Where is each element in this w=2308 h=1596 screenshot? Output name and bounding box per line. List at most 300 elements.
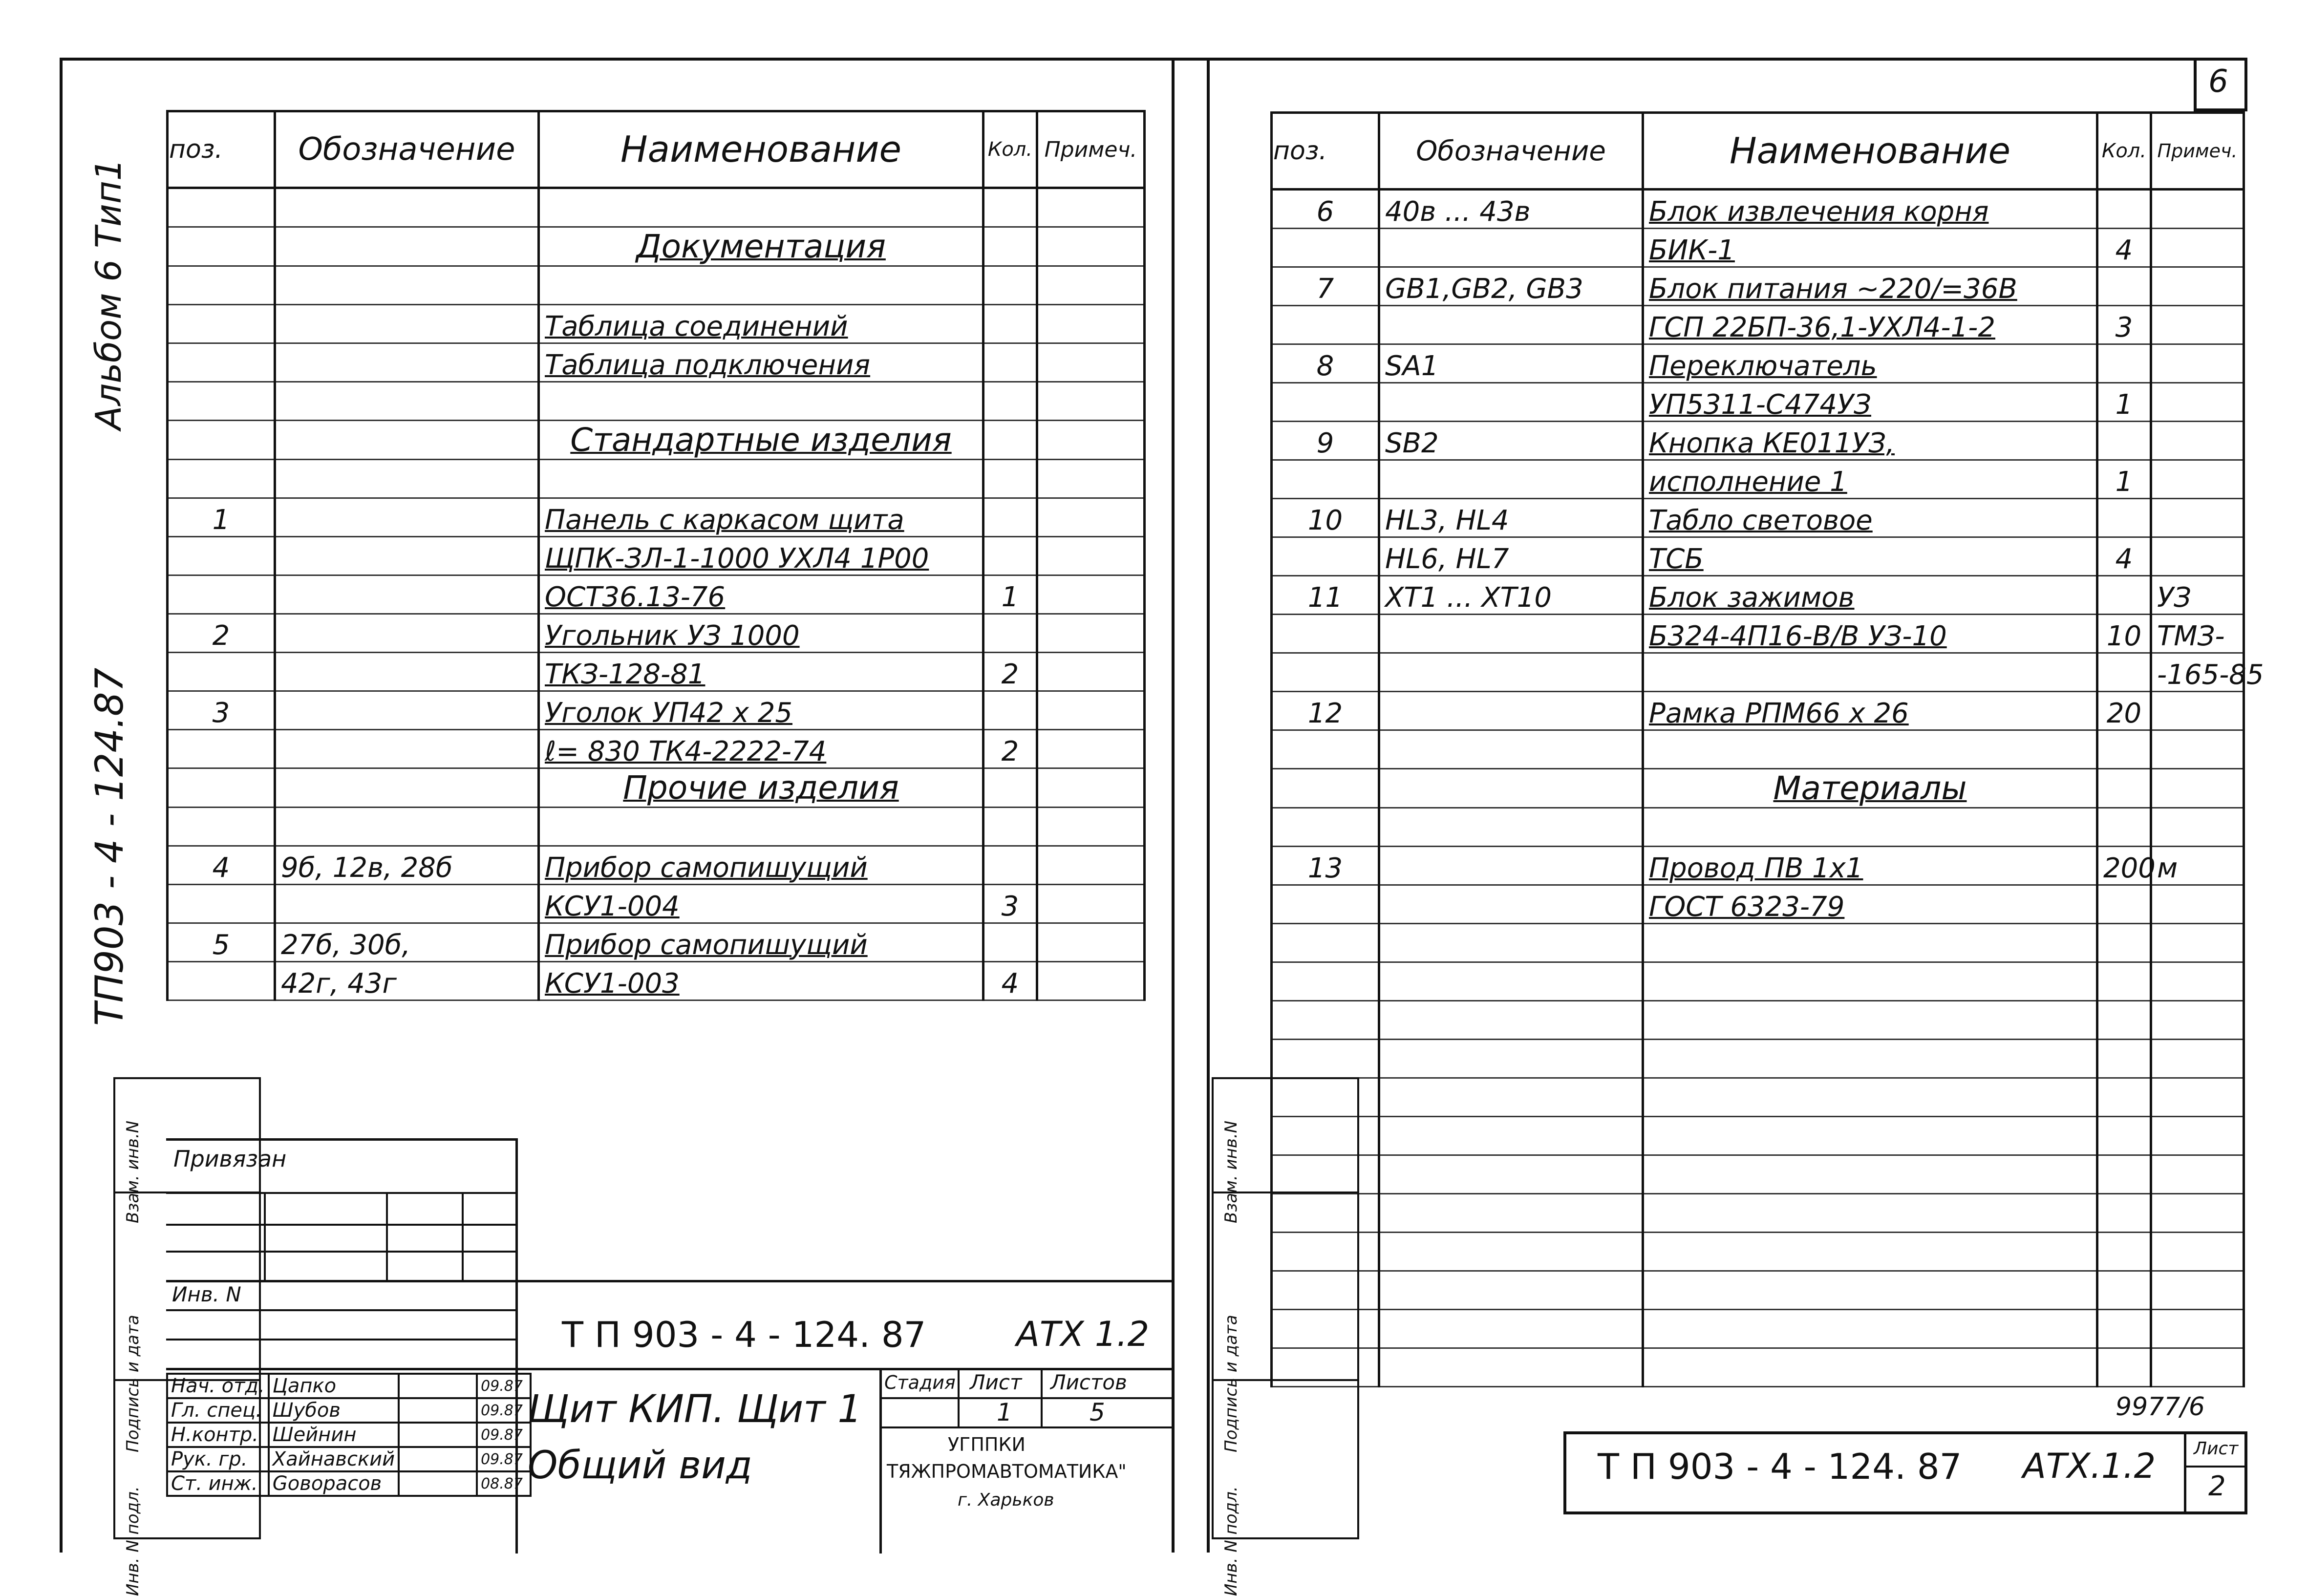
left-cell-qty xyxy=(983,846,1037,885)
right-cell-name xyxy=(1643,1001,2097,1040)
right-cell-note xyxy=(2151,962,2244,1001)
right-cell-des xyxy=(1379,460,1643,499)
right-cell-pos xyxy=(1272,885,1379,924)
right-cell-name xyxy=(1643,1040,2097,1078)
signature-role: Гл. спец. xyxy=(167,1398,269,1423)
right-cell-note xyxy=(2151,344,2244,383)
page-number: 6 xyxy=(2208,64,2228,100)
right-cell-pos xyxy=(1272,615,1379,653)
col-note: Примеч. xyxy=(1037,111,1145,188)
left-cell-des xyxy=(275,691,539,730)
table-row xyxy=(168,885,1145,923)
table-row xyxy=(168,266,1145,305)
right-cell-name: ГОСТ 6323-79 xyxy=(1643,885,2097,924)
right-spec-table xyxy=(1270,111,2264,1387)
left-cell-des xyxy=(275,382,539,421)
signature-role: Рук. гр. xyxy=(167,1447,269,1471)
left-cell-des xyxy=(275,885,539,923)
right-cell-qty xyxy=(2097,190,2151,229)
left-cell-pos xyxy=(168,382,275,421)
right-cell-name xyxy=(1643,1117,2097,1155)
table-row xyxy=(1272,576,2244,615)
table-row xyxy=(168,460,1145,498)
sheet-label: Лист xyxy=(970,1370,1022,1394)
left-cell-name xyxy=(539,382,983,421)
table-row xyxy=(168,382,1145,421)
table-row xyxy=(1272,1040,2244,1078)
table-row xyxy=(1272,1271,2244,1310)
right-cell-note xyxy=(2151,537,2244,576)
left-cell-des xyxy=(275,808,539,846)
signature-sig xyxy=(399,1374,477,1398)
left-cell-pos xyxy=(168,730,275,768)
col-qty: Кол. xyxy=(983,111,1037,188)
right-cell-name xyxy=(1643,730,2097,769)
left-cell-qty xyxy=(983,227,1037,266)
right-cell-pos xyxy=(1272,769,1379,808)
right-cell-qty xyxy=(2097,653,2151,692)
left-cell-des: 9б, 12в, 28б xyxy=(275,846,539,885)
right-cell-pos xyxy=(1272,1040,1379,1078)
org-line-2: ТЯЖПРОМАВТОМАТИКА" xyxy=(887,1461,1127,1482)
left-cell-name: ℓ= 830 ТК4-2222-74 xyxy=(539,730,983,768)
left-cell-qty: 4 xyxy=(983,962,1037,1000)
right-cell-name: Кнопка КЕ011УЗ, xyxy=(1643,422,2097,460)
table-row xyxy=(1272,962,2244,1001)
table-row xyxy=(168,343,1145,382)
sheets-label: Листов xyxy=(1050,1370,1127,1394)
right-cell-name xyxy=(1643,1271,2097,1310)
right-cell-des xyxy=(1379,229,1643,267)
r-stamp-inv-podl: Инв. N подл. xyxy=(1221,1486,1241,1596)
left-cell-pos xyxy=(168,305,275,343)
left-cell-name xyxy=(539,266,983,305)
signature-date: 09.87 xyxy=(477,1398,531,1423)
right-cell-qty: 20 xyxy=(2097,692,2151,730)
right-cell-name xyxy=(1643,962,2097,1001)
right-cell-name: БИК-1 xyxy=(1643,229,2097,267)
right-cell-note xyxy=(2151,1348,2244,1387)
right-cell-des xyxy=(1379,692,1643,730)
right-cell-qty xyxy=(2097,1271,2151,1310)
left-cell-name: Угольник УЗ 1000 xyxy=(539,614,983,653)
left-cell-name: Стандартные изделия xyxy=(539,421,983,460)
right-cell-des xyxy=(1379,306,1643,344)
right-table-header xyxy=(1272,113,2244,190)
signature-row xyxy=(167,1447,531,1471)
right-cell-pos: 8 xyxy=(1272,344,1379,383)
left-cell-note xyxy=(1037,923,1145,962)
right-cell-qty xyxy=(2097,1194,2151,1233)
table-row xyxy=(1272,924,2244,962)
right-cell-des xyxy=(1379,1078,1643,1117)
table-row xyxy=(1272,422,2244,460)
r-col-qty: Кол. xyxy=(2097,113,2151,190)
left-cell-qty xyxy=(983,421,1037,460)
right-cell-qty: 1 xyxy=(2097,383,2151,422)
signature-row xyxy=(167,1374,531,1398)
right-cell-note xyxy=(2151,1233,2244,1271)
right-cell-note xyxy=(2151,1001,2244,1040)
right-cell-note xyxy=(2151,1040,2244,1078)
left-cell-pos xyxy=(168,653,275,691)
left-cell-note xyxy=(1037,808,1145,846)
left-cell-pos: 5 xyxy=(168,923,275,962)
left-cell-pos xyxy=(168,962,275,1000)
title-line-1: Щит КИП. Щит 1 xyxy=(528,1387,862,1431)
right-cell-name: Блок зажимов xyxy=(1643,576,2097,615)
right-cell-pos xyxy=(1272,537,1379,576)
table-row xyxy=(168,923,1145,962)
right-cell-note xyxy=(2151,924,2244,962)
stamp-vzam-inv: Взам. инв.N xyxy=(123,1120,143,1223)
table-row xyxy=(168,962,1145,1000)
signature-row xyxy=(167,1398,531,1423)
right-cell-pos: 7 xyxy=(1272,267,1379,306)
left-cell-pos xyxy=(168,768,275,808)
left-cell-name xyxy=(539,460,983,498)
left-cell-name xyxy=(539,808,983,846)
signature-name: Шейнин xyxy=(269,1423,399,1447)
left-cell-des xyxy=(275,575,539,614)
table-row xyxy=(1272,1194,2244,1233)
table-row xyxy=(1272,769,2244,808)
right-cell-qty xyxy=(2097,808,2151,847)
left-cell-qty xyxy=(983,266,1037,305)
right-cell-des: GB1,GB2, GB3 xyxy=(1379,267,1643,306)
left-cell-note xyxy=(1037,305,1145,343)
signature-row xyxy=(167,1471,531,1496)
left-cell-note xyxy=(1037,575,1145,614)
signature-name: Цапко xyxy=(269,1374,399,1398)
left-cell-pos: 1 xyxy=(168,498,275,537)
left-cell-des xyxy=(275,614,539,653)
signature-name: Goвоpaсов xyxy=(269,1471,399,1496)
right-cell-note xyxy=(2151,460,2244,499)
left-cell-qty: 2 xyxy=(983,730,1037,768)
right-cell-des xyxy=(1379,1233,1643,1271)
right-cell-des: HL3, HL4 xyxy=(1379,499,1643,537)
sheet-value: 1 xyxy=(997,1398,1012,1426)
right-sheet-code: АТХ.1.2 xyxy=(2023,1446,2156,1486)
right-cell-des xyxy=(1379,1271,1643,1310)
left-cell-pos xyxy=(168,188,275,227)
table-row xyxy=(1272,692,2244,730)
right-cell-qty xyxy=(2097,499,2151,537)
table-row xyxy=(168,575,1145,614)
right-cell-name xyxy=(1643,808,2097,847)
right-cell-pos xyxy=(1272,808,1379,847)
right-cell-name: Провод ПВ 1х1 xyxy=(1643,847,2097,885)
r-col-pos: поз. xyxy=(1272,113,1379,190)
right-cell-note: м xyxy=(2151,847,2244,885)
table-row xyxy=(168,498,1145,537)
left-cell-des xyxy=(275,653,539,691)
left-doc-code: Т П 903 - 4 - 124. 87 xyxy=(562,1314,926,1355)
table-row xyxy=(1272,1117,2244,1155)
table-row xyxy=(1272,537,2244,576)
right-cell-note xyxy=(2151,1078,2244,1117)
right-cell-name xyxy=(1643,1078,2097,1117)
left-cell-qty xyxy=(983,537,1037,575)
left-cell-pos: 2 xyxy=(168,614,275,653)
left-cell-name: Таблица соединений xyxy=(539,305,983,343)
col-pos: поз. xyxy=(168,111,275,188)
left-sheet-code: АТХ 1.2 xyxy=(1016,1314,1150,1354)
right-cell-pos: 11 xyxy=(1272,576,1379,615)
left-cell-note xyxy=(1037,343,1145,382)
left-cell-des xyxy=(275,266,539,305)
table-row xyxy=(1272,1078,2244,1117)
left-cell-pos: 4 xyxy=(168,846,275,885)
left-cell-qty: 2 xyxy=(983,653,1037,691)
left-cell-note xyxy=(1037,614,1145,653)
left-cell-note xyxy=(1037,382,1145,421)
table-row xyxy=(168,305,1145,343)
table-row xyxy=(168,691,1145,730)
privyazan-label: Привязан xyxy=(173,1146,287,1172)
table-row xyxy=(168,614,1145,653)
left-cell-qty xyxy=(983,691,1037,730)
left-cell-name: Прочие изделия xyxy=(539,768,983,808)
right-cell-des: HL6, HL7 xyxy=(1379,537,1643,576)
left-cell-des xyxy=(275,421,539,460)
signature-date: 09.87 xyxy=(477,1374,531,1398)
right-cell-qty: 4 xyxy=(2097,537,2151,576)
table-row xyxy=(1272,383,2244,422)
table-row xyxy=(1272,808,2244,847)
table-row xyxy=(168,808,1145,846)
left-cell-des: 42г, 43г xyxy=(275,962,539,1000)
right-cell-qty xyxy=(2097,344,2151,383)
r-col-designation: Обозначение xyxy=(1379,113,1643,190)
left-cell-name: КСУ1-003 xyxy=(539,962,983,1000)
right-cell-des xyxy=(1379,847,1643,885)
right-cell-des xyxy=(1379,383,1643,422)
left-cell-note xyxy=(1037,730,1145,768)
left-cell-des xyxy=(275,768,539,808)
right-sheet-value: 2 xyxy=(2208,1470,2226,1502)
right-cell-qty xyxy=(2097,422,2151,460)
right-cell-qty: 200 xyxy=(2097,847,2151,885)
left-cell-qty xyxy=(983,305,1037,343)
right-cell-note xyxy=(2151,267,2244,306)
table-row xyxy=(1272,653,2244,692)
left-cell-name: Документация xyxy=(539,227,983,266)
left-cell-note xyxy=(1037,421,1145,460)
col-designation: Обозначение xyxy=(275,111,539,188)
signatures-table xyxy=(166,1373,532,1497)
left-cell-note xyxy=(1037,885,1145,923)
right-cell-des: XT1 ... XT10 xyxy=(1379,576,1643,615)
left-cell-name: Прибор самопишущий xyxy=(539,846,983,885)
right-cell-des xyxy=(1379,730,1643,769)
right-cell-note xyxy=(2151,306,2244,344)
right-sheet-label: Лист xyxy=(2194,1439,2239,1459)
right-cell-note xyxy=(2151,1310,2244,1348)
left-cell-des xyxy=(275,227,539,266)
right-cell-note xyxy=(2151,422,2244,460)
right-cell-des xyxy=(1379,1117,1643,1155)
signature-date: 09.87 xyxy=(477,1447,531,1471)
left-cell-name: Таблица подключения xyxy=(539,343,983,382)
left-cell-pos xyxy=(168,537,275,575)
right-cell-qty: 1 xyxy=(2097,460,2151,499)
left-cell-des xyxy=(275,460,539,498)
right-cell-note xyxy=(2151,229,2244,267)
r-stamp-signature-date: Подпись и дата xyxy=(1221,1315,1241,1452)
right-cell-des xyxy=(1379,1310,1643,1348)
left-cell-des xyxy=(275,188,539,227)
right-cell-pos xyxy=(1272,306,1379,344)
left-cell-pos: 3 xyxy=(168,691,275,730)
left-cell-des xyxy=(275,343,539,382)
right-cell-name: Блок извлечения корня xyxy=(1643,190,2097,229)
left-cell-des xyxy=(275,537,539,575)
stamp-inv-podl: Инв. N подл. xyxy=(123,1486,143,1596)
left-cell-qty: 1 xyxy=(983,575,1037,614)
left-cell-qty xyxy=(983,923,1037,962)
right-cell-pos xyxy=(1272,229,1379,267)
left-cell-pos xyxy=(168,421,275,460)
right-cell-note: УЗ xyxy=(2151,576,2244,615)
table-row xyxy=(1272,615,2244,653)
right-cell-note xyxy=(2151,1155,2244,1194)
right-cell-qty: 3 xyxy=(2097,306,2151,344)
left-cell-qty xyxy=(983,343,1037,382)
signature-sig xyxy=(399,1471,477,1496)
right-cell-pos xyxy=(1272,962,1379,1001)
right-cell-des xyxy=(1379,615,1643,653)
stamp-signature-date: Подпись и дата xyxy=(123,1315,143,1452)
table-row xyxy=(168,227,1145,266)
left-cell-note xyxy=(1037,768,1145,808)
right-cell-name xyxy=(1643,1233,2097,1271)
left-cell-name xyxy=(539,188,983,227)
signature-date: 09.87 xyxy=(477,1423,531,1447)
table-row xyxy=(1272,460,2244,499)
right-cell-des xyxy=(1379,962,1643,1001)
signature-row xyxy=(167,1423,531,1447)
left-cell-pos xyxy=(168,808,275,846)
title-line-2: Общий вид xyxy=(528,1444,752,1488)
left-cell-pos xyxy=(168,575,275,614)
right-cell-pos: 12 xyxy=(1272,692,1379,730)
right-cell-qty xyxy=(2097,885,2151,924)
inv-n-label: Инв. N xyxy=(172,1282,241,1306)
right-cell-qty xyxy=(2097,924,2151,962)
right-cell-pos: 9 xyxy=(1272,422,1379,460)
right-cell-qty: 10 xyxy=(2097,615,2151,653)
left-cell-qty: 3 xyxy=(983,885,1037,923)
right-cell-note xyxy=(2151,499,2244,537)
right-cell-pos xyxy=(1272,730,1379,769)
right-cell-qty xyxy=(2097,1001,2151,1040)
left-cell-qty xyxy=(983,382,1037,421)
left-cell-note xyxy=(1037,691,1145,730)
right-cell-des: 40в ... 43в xyxy=(1379,190,1643,229)
signature-sig xyxy=(399,1447,477,1471)
table-row xyxy=(168,768,1145,808)
table-row xyxy=(168,537,1145,575)
sheets-value: 5 xyxy=(1090,1398,1105,1426)
stage-label: Стадия xyxy=(884,1372,956,1393)
table-row xyxy=(1272,1001,2244,1040)
right-cell-note xyxy=(2151,692,2244,730)
r-col-name: Наименование xyxy=(1643,113,2097,190)
left-cell-des xyxy=(275,305,539,343)
left-cell-pos xyxy=(168,266,275,305)
right-cell-des xyxy=(1379,1348,1643,1387)
left-cell-note xyxy=(1037,227,1145,266)
right-cell-name: УП5311-С474УЗ xyxy=(1643,383,2097,422)
right-cell-des xyxy=(1379,885,1643,924)
right-cell-pos xyxy=(1272,653,1379,692)
table-row xyxy=(168,846,1145,885)
left-cell-note xyxy=(1037,653,1145,691)
left-cell-note xyxy=(1037,846,1145,885)
signature-name: Хайнавский xyxy=(269,1447,399,1471)
right-cell-qty xyxy=(2097,1078,2151,1117)
right-cell-pos: 10 xyxy=(1272,499,1379,537)
table-row xyxy=(1272,229,2244,267)
table-row xyxy=(1272,267,2244,306)
right-cell-note xyxy=(2151,885,2244,924)
left-cell-name: ОСТ36.13-76 xyxy=(539,575,983,614)
right-cell-name: Переключатель xyxy=(1643,344,2097,383)
table-row xyxy=(1272,1348,2244,1387)
left-spec-table xyxy=(166,110,1146,1001)
signature-date: 08.87 xyxy=(477,1471,531,1496)
table-row xyxy=(1272,730,2244,769)
table-row xyxy=(1272,344,2244,383)
right-cell-pos xyxy=(1272,1001,1379,1040)
signature-role: Ст. инж. xyxy=(167,1471,269,1496)
right-cell-note xyxy=(2151,808,2244,847)
right-cell-des xyxy=(1379,1040,1643,1078)
org-line-3: г. Харьков xyxy=(958,1490,1054,1510)
right-cell-qty xyxy=(2097,962,2151,1001)
table-row xyxy=(1272,306,2244,344)
org-line-1: УГППКИ xyxy=(948,1434,1026,1455)
right-cell-des: SB2 xyxy=(1379,422,1643,460)
right-cell-name xyxy=(1643,653,2097,692)
doc-code-side-label: ТП903 - 4 - 124.87 xyxy=(88,667,132,1026)
signature-name: Шубов xyxy=(269,1398,399,1423)
right-cell-des xyxy=(1379,1194,1643,1233)
signature-sig xyxy=(399,1423,477,1447)
signature-role: Нач. отд. xyxy=(167,1374,269,1398)
right-cell-note xyxy=(2151,383,2244,422)
right-cell-qty xyxy=(2097,1040,2151,1078)
right-cell-qty xyxy=(2097,1310,2151,1348)
left-cell-name: Прибор самопишущий xyxy=(539,923,983,962)
right-doc-code: Т П 903 - 4 - 124. 87 xyxy=(1598,1446,1962,1487)
table-row xyxy=(1272,190,2244,229)
right-cell-note xyxy=(2151,190,2244,229)
right-cell-des xyxy=(1379,924,1643,962)
right-cell-name xyxy=(1643,1348,2097,1387)
right-cell-note xyxy=(2151,1271,2244,1310)
archive-number: 9977/6 xyxy=(2116,1392,2205,1422)
right-cell-des xyxy=(1379,1001,1643,1040)
left-cell-qty xyxy=(983,498,1037,537)
left-cell-des: 27б, 30б, xyxy=(275,923,539,962)
left-table-header xyxy=(168,111,1145,188)
left-cell-name: ЩПК-ЗЛ-1-1000 УХЛ4 1Р00 xyxy=(539,537,983,575)
right-cell-name: Б324-4П16-В/В УЗ-10 xyxy=(1643,615,2097,653)
right-cell-des xyxy=(1379,1155,1643,1194)
